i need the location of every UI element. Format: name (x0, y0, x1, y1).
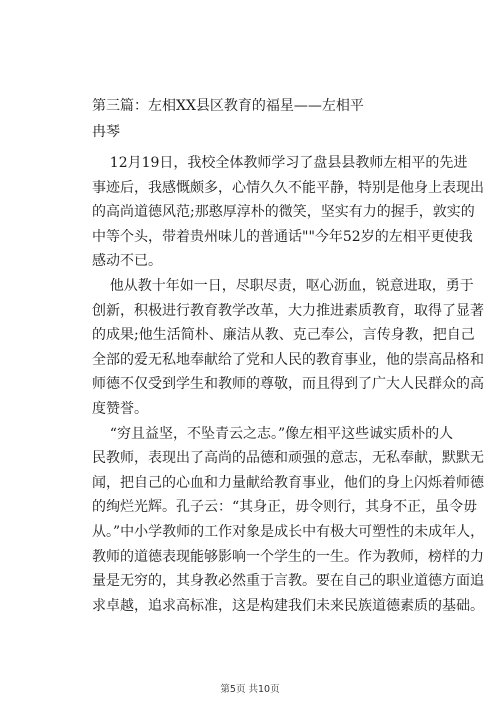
text-line: 全部的爱无私地奉献给了党和人民的教育事业，他的崇高品格和 (92, 351, 484, 368)
document-body (92, 93, 485, 618)
document-title: 第三篇：左相XX县区教育的福星——左相平 (92, 98, 364, 114)
text-line: 师德不仅受到学生和教师的尊敬，而且得到了广大人民群众的高 (92, 376, 484, 393)
document-author: 冉琴 (92, 124, 120, 140)
text-line: 量是无穷的，其身教必然重于言教。要在自己的职业道德方面追 (92, 573, 484, 590)
text-line: 民教师，表现出了高尚的品德和顽强的意志，无私奉献，默默无 (92, 450, 484, 467)
text-line: 创新，积极进行教育教学改革，大力推进素质教育，取得了显著 (92, 302, 484, 319)
text-line: 教师的道德表现能够影响一个学生的一生。作为教师，榜样的力 (92, 548, 484, 565)
text-line: “穷且益坚，不坠青云之志。”像左相平这些诚实质朴的人 (92, 425, 454, 442)
page-number: 第5页 共10页 (220, 684, 280, 695)
text-line: 从。”中小学教师的工作对象是成长中有极大可塑性的未成年人， (92, 523, 485, 540)
text-line: 的绚烂光辉。孔子云：“其身正，毋令则行，其身不正，虽令毋 (92, 499, 478, 516)
text-line: 求卓越，追求高标准，这是构建我们未来民族道德素质的基础。 (92, 597, 484, 614)
text-line: 的成果;他生活简朴、廉洁从教、克己奉公，言传身教，把自己 (92, 327, 475, 344)
text-line: 闻，把自己的心血和力量献给教育事业，他们的身上闪烁着师德 (92, 474, 484, 491)
text-line: 的高尚道德风范;那憨厚淳朴的微笑，坚实有力的握手，敦实的 (92, 204, 475, 221)
text-line: 度赞誉。 (92, 400, 148, 417)
text-line: 事迹后，我感慨颇多，心情久久不能平静，特别是他身上表现出 (92, 179, 484, 196)
text-line: 中等个头，带着贵州味儿的普通话""今年52岁的左相平更使我 (92, 228, 473, 245)
text-line: 感动不已。 (92, 253, 162, 270)
text-line: 他从教十年如一日，尽职尽责，呕心沥血，锐意进取，勇于 (92, 277, 474, 294)
text-line: 12月19日，我校全体教师学习了盘县县教师左相平的先进 (92, 155, 468, 171)
